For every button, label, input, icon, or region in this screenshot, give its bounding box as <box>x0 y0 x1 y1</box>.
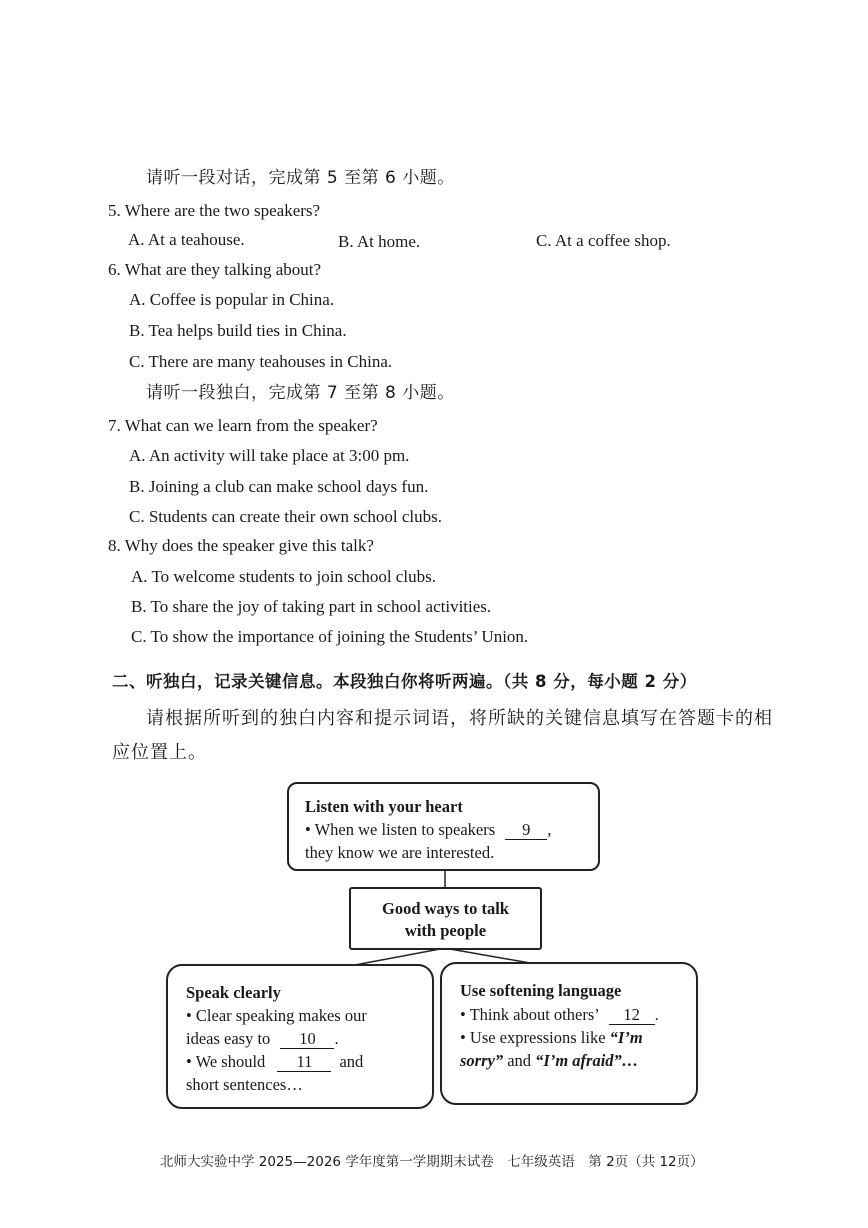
speak-clearly-and: and <box>339 1052 364 1071</box>
question-7-option-a: A. An activity will take place at 3:00 pm. <box>129 446 410 465</box>
softening-line-1 <box>460 1004 659 1026</box>
speak-clearly-period: . <box>334 1029 339 1048</box>
question-8-option-c: C. To show the importance of joining the Students’ Union. <box>131 627 529 646</box>
question-6-option-a: A. Coffee is popular in China. <box>129 290 335 309</box>
question-5-option-c: C. At a coffee shop. <box>536 231 671 250</box>
question-8-stem: 8. Why does the speaker give this talk? <box>108 536 374 555</box>
listen-box-line-2: they know we are interested. <box>305 843 495 862</box>
softening-quote-afraid: “I’m afraid”… <box>535 1051 639 1070</box>
question-6-option-b: B. Tea helps build ties in China. <box>129 321 347 340</box>
question-5-option-b: B. At home. <box>338 232 421 251</box>
question-8-option-a: A. To welcome students to join school clubs. <box>131 567 436 586</box>
question-6-option-c: C. There are many teahouses in China. <box>129 352 393 371</box>
listen-box-line-1-text: • When we listen to speakers <box>305 820 496 839</box>
center-box-line-1: Good ways to talk <box>382 899 509 918</box>
question-7-option-b: B. Joining a club can make school days fun. <box>129 477 429 496</box>
listen-box-comma: , <box>547 820 552 839</box>
speak-clearly-line-2-text: ideas easy to <box>186 1029 271 1048</box>
question-8-option-b: B. To share the joy of taking part in school activities. <box>131 597 492 616</box>
center-box-line-2: with people <box>404 921 487 940</box>
section-2-heading: 二、听独白，记录关键信息。本段独白你将听两遍。（共 8 分，每小题 2 分） <box>112 672 697 691</box>
speak-clearly-line-4: short sentences… <box>186 1075 303 1094</box>
softening-title: Use softening language <box>460 981 622 1000</box>
answer-blank-11: 11 <box>277 1053 331 1072</box>
softening-line-2 <box>460 1027 643 1049</box>
softening-quote-im: “I’m <box>609 1028 643 1047</box>
page-footer: 北师大实验中学 2025—2026 学年度第一学期期末试卷 七年级英语 第 2页（共 12页） <box>160 1154 704 1170</box>
speak-clearly-title: Speak clearly <box>186 983 281 1002</box>
question-5-option-a: A. At a teahouse. <box>128 230 245 249</box>
speak-clearly-box <box>166 964 434 1109</box>
answer-blank-10: 10 <box>280 1030 334 1049</box>
speak-clearly-line-1: • Clear speaking makes our <box>186 1006 367 1025</box>
listen-box-line-1 <box>305 819 551 841</box>
softening-period: . <box>654 1005 659 1024</box>
section-2-instruction-line-1: 请根据所听到的独白内容和提示词语，将所缺的关键信息填写在答题卡的相 <box>146 708 773 729</box>
question-5-stem: 5. Where are the two speakers? <box>108 201 321 220</box>
section-2-instruction-line-2: 应位置上。 <box>112 742 207 763</box>
listen-with-heart-box <box>287 782 600 871</box>
speak-clearly-line-3 <box>186 1051 363 1073</box>
good-ways-center-box <box>349 887 542 950</box>
speak-clearly-line-2 <box>186 1028 339 1050</box>
softening-line-1-text: • Think about others’ <box>460 1005 599 1024</box>
question-7-option-c: C. Students can create their own school clubs. <box>129 507 443 526</box>
listen-box-title: Listen with your heart <box>305 797 463 816</box>
softening-line-2-text: • Use expressions like <box>460 1028 606 1047</box>
question-6-stem: 6. What are they talking about? <box>108 260 322 279</box>
question-7-stem: 7. What can we learn from the speaker? <box>108 416 378 435</box>
instruction-5-6: 请听一段对话，完成第 5 至第 6 小题。 <box>146 168 455 188</box>
softening-line-3 <box>460 1050 638 1072</box>
softening-quote-sorry: sorry” <box>460 1051 504 1070</box>
answer-blank-9: 9 <box>505 821 547 840</box>
instruction-7-8: 请听一段独白，完成第 7 至第 8 小题。 <box>146 383 455 403</box>
softening-language-box <box>440 962 698 1105</box>
answer-blank-12: 12 <box>609 1006 655 1025</box>
speak-clearly-line-3-text: • We should <box>186 1052 266 1071</box>
softening-and: and <box>507 1051 532 1070</box>
